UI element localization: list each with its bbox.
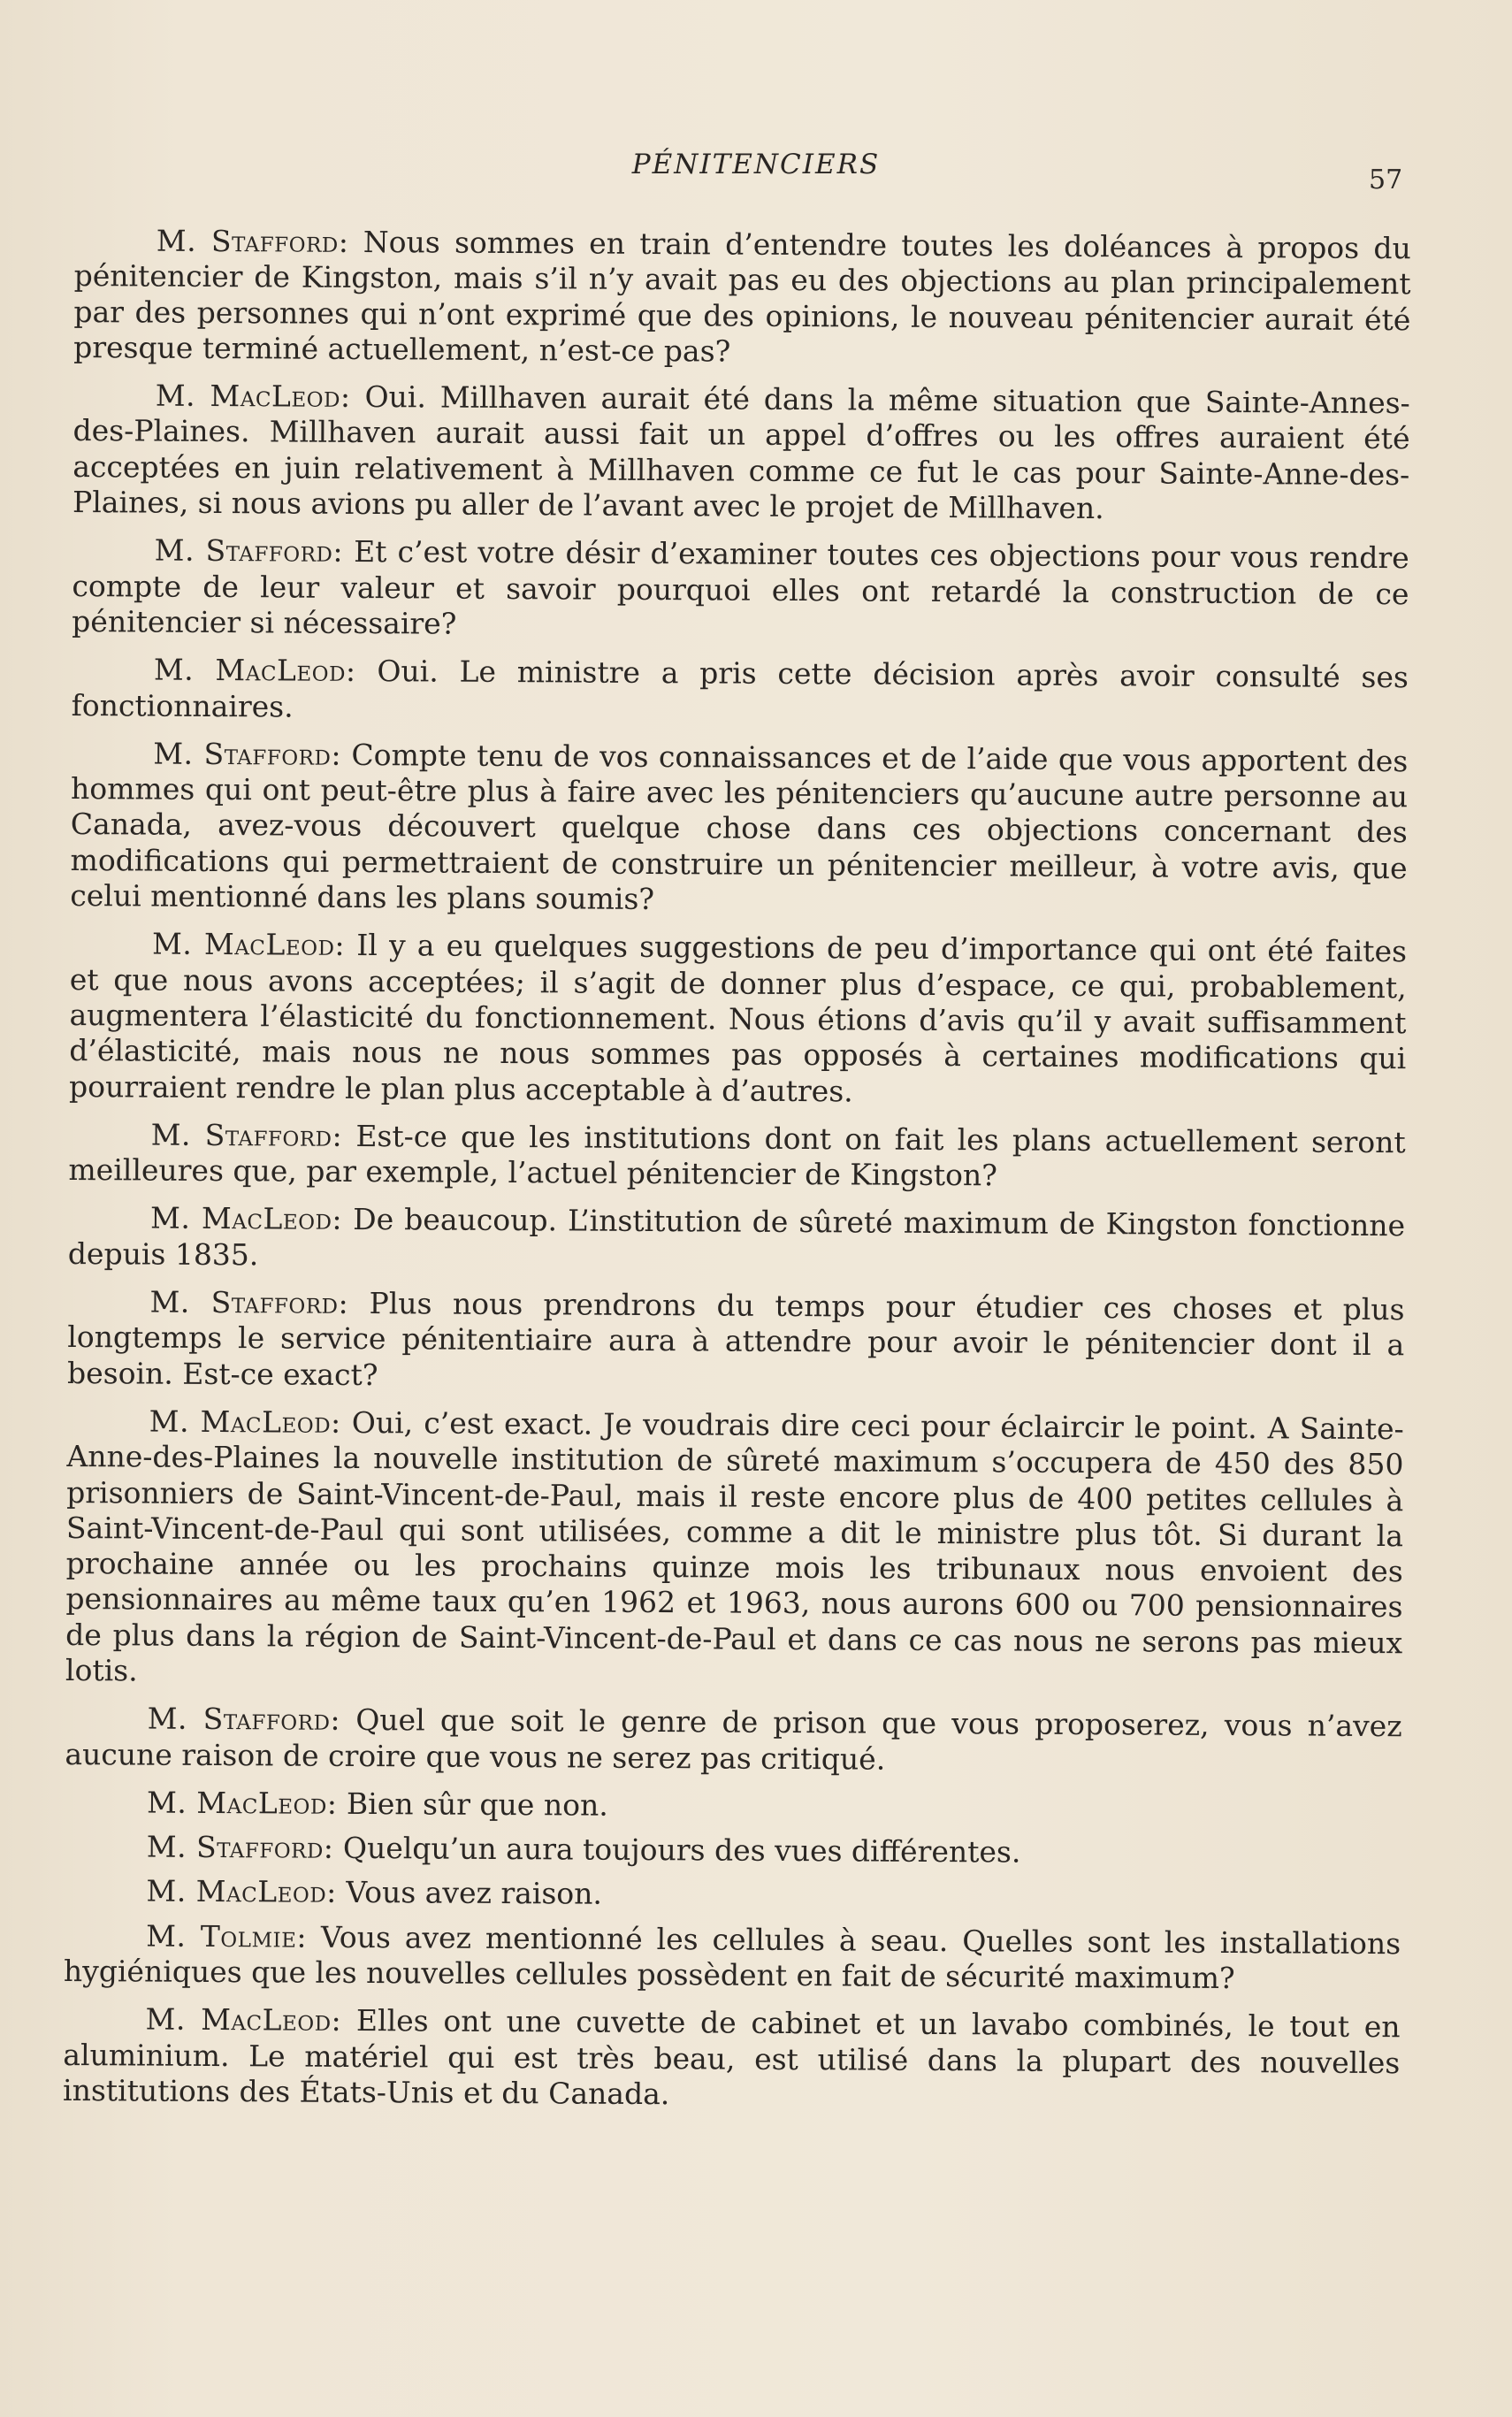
transcript-body: [63, 223, 1411, 2129]
speaker-name: M. Stafford:: [156, 223, 349, 259]
paragraph: [72, 652, 1409, 731]
speech-text: Oui. Le ministre a pris cette décision après avoir consulté ses fonctionnaires.: [71, 654, 1409, 724]
speaker-name: M. MacLeod:: [149, 1404, 341, 1440]
speaker-name: M. MacLeod:: [146, 1785, 338, 1821]
paragraph: [68, 1200, 1405, 1280]
speech-text: Bien sûr que non.: [337, 1786, 608, 1823]
speaker-name: M. MacLeod:: [150, 1200, 343, 1237]
paragraph: [63, 2001, 1401, 2116]
speaker-name: M. MacLeod:: [151, 926, 346, 963]
speech-text: Vous avez mentionné les cellules à seau. Quelles sont les installations hygiéniques que les nouvelles cellules possèdent en fait de sécurité maximum?: [63, 1919, 1401, 1996]
speaker-name: M. MacLeod:: [145, 2001, 342, 2038]
speaker-name: M. Stafford:: [146, 1829, 334, 1865]
speech-text: Et c’est votre désir d’examiner toutes ces objections pour vous rendre compte de leur valeur et savoir pourquoi elles ont retardé la construction de ce pénitencier si nécessaire?: [72, 534, 1409, 641]
speech-text: De beaucoup. L’institution de sûreté maximum de Kingston fonctionne depuis 1835.: [67, 1202, 1406, 1273]
paragraph: [69, 926, 1407, 1113]
speaker-name: M. Stafford:: [154, 532, 344, 570]
speaker-name: M. Stafford:: [153, 736, 342, 772]
speaker-name: M. Stafford:: [150, 1117, 343, 1153]
paragraph: [65, 1785, 1401, 1829]
speech-text: Oui. Millhaven aurait été dans la même situation que Sainte-Annes-des-Plaines. Millhaven aurait aussi fait un appel d’offres ou les offres auraient été acceptées en juin relativement à Millhaven comme ce fut le cas pour Sainte-Anne-des-Plaines, si nous avions pu aller de l’avant avec le projet de Millhaven.: [72, 379, 1410, 526]
paragraph: [70, 736, 1408, 922]
speaker-name: M. MacLeod:: [153, 652, 356, 689]
paragraph: [73, 378, 1410, 528]
speaker-name: M. Stafford:: [149, 1284, 349, 1320]
speaker-name: M. MacLeod:: [146, 1874, 337, 1910]
speech-text: Compte tenu de vos connaissances et de l’aide que vous apportent des hommes qui ont peut-être plus à faire avec les pénitenciers qu’aucune autre personne au Canada, avez-vous découvert quelque chose dans ces objections concernant des modifications qui permettraient de construire un pénitencier meilleur, à votre avis, que celui mentionné dans les plans soumis?: [70, 737, 1409, 917]
paragraph: [65, 1404, 1404, 1697]
speech-text: Plus nous prendrons du temps pour étudier ces choses et plus longtemps le service pénitentiaire aura à attendre pour avoir le pénitencier dont il a besoin. Est-ce exact?: [66, 1285, 1405, 1392]
speech-text: Elles ont une cuvette de cabinet et un lavabo combinés, le tout en aluminium. Le matériel qui est très beau, est utilisé dans la plupart des nouvelles institutions des États-Unis et du Canada.: [62, 2003, 1401, 2112]
speech-text: Quelqu’un aura toujours des vues différentes.: [333, 1830, 1021, 1870]
speech-text: Quel que soit le genre de prison que vous proposerez, vous n’avez aucune raison de croire que vous ne serez pas critiqué.: [65, 1702, 1402, 1777]
running-head: PÉNITENCIERS: [631, 149, 881, 180]
paragraph: [73, 223, 1411, 373]
speaker-name: M. MacLeod:: [155, 378, 351, 415]
speech-text: Nous sommes en train d’entendre toutes les doléances à propos du pénitencier de Kingston, mais s’il n’y avait pas eu des objections au plan principalement par des personnes qui n’ont exprimé que des opinions, le nouveau pénitencier aurait été presque terminé actuellement, n’est-ce pas?: [73, 224, 1411, 369]
speech-text: Vous avez raison.: [336, 1875, 603, 1912]
paragraph: [65, 1701, 1401, 1780]
paragraph: [72, 532, 1409, 647]
speaker-name: M. Stafford:: [147, 1701, 341, 1738]
speech-text: Est-ce que les institutions dont on fait les plans actuellement seront meilleures que, par exemple, l’actuel pénitencier de Kingston?: [68, 1118, 1406, 1193]
page-number: 57: [1369, 164, 1403, 195]
speech-text: Il y a eu quelques suggestions de peu d’importance qui ont été faites et que nous avons acceptées; il s’agit de donner plus d’espace, ce qui, probablement, augmentera l’élasticité du fonctionnement. Nous étions d’avis qu’il y avait suffisamment d’élasticité, mais nous ne nous sommes pas opposés à certaines modifications qui pourraient rendre le plan plus acceptable à d’autres.: [68, 928, 1408, 1108]
paragraph: [64, 1918, 1401, 1998]
paragraph: [67, 1284, 1405, 1399]
paragraph: [68, 1117, 1405, 1197]
speaker-name: M. Tolmie:: [146, 1918, 308, 1954]
paragraph: [65, 1829, 1401, 1873]
paragraph: [64, 1873, 1401, 1917]
speech-text: Oui, c’est exact. Je voudrais dire ceci pour éclaircir le point. A Sainte-Anne-des-Plaines la nouvelle institution de sûreté maximum s’occupera de 450 des 850 prisonniers de Saint-Vincent-de-Paul, mais il reste encore plus de 400 petites cellules à Saint-Vincent-de-Paul qui sont utilisées, comme a dit le ministre plus tôt. Si durant la prochaine année ou les prochains quinze mois les tribunaux nous envoient des pensionnaires au même taux qu’en 1962 et 1963, nous aurons 600 ou 700 pensionnaires de plus dans la région de Saint-Vincent-de-Paul et dans ce cas nous ne serons pas mieux lotis.: [65, 1404, 1404, 1688]
